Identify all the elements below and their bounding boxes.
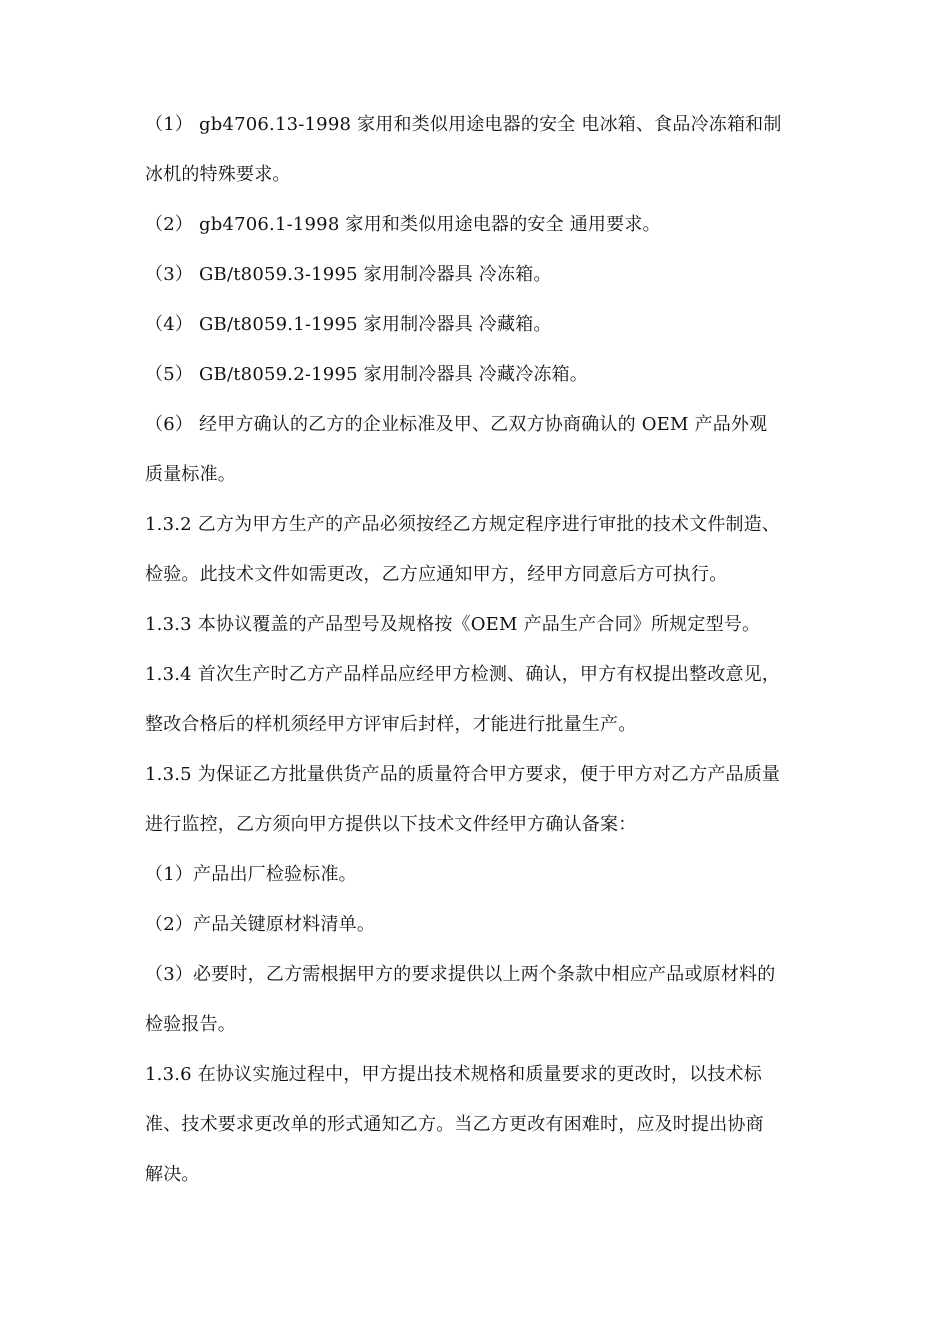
- text-line: （4） GB/t8059.1-1995 家用制冷器具 冷藏箱。: [145, 314, 552, 335]
- text-line: 检验报告。: [145, 1014, 236, 1035]
- text-line: （3） GB/t8059.3-1995 家用制冷器具 冷冻箱。: [145, 264, 552, 285]
- text-line: （2）产品关键原材料清单。: [145, 914, 376, 935]
- text-line: 质量标准。: [145, 464, 236, 485]
- text-line: 1.3.5 为保证乙方批量供货产品的质量符合甲方要求，便于甲方对乙方产品质量: [145, 764, 781, 785]
- document-body: [145, 103, 810, 1203]
- text-line: （5） GB/t8059.2-1995 家用制冷器具 冷藏冷冻箱。: [145, 364, 588, 385]
- text-line: 1.3.2 乙方为甲方生产的产品必须按经乙方规定程序进行审批的技术文件制造、: [145, 514, 781, 535]
- text-line: 检验。此技术文件如需更改，乙方应通知甲方，经甲方同意后方可执行。: [145, 564, 728, 585]
- text-line: 冰机的特殊要求。: [145, 164, 291, 185]
- text-line: 解决。: [145, 1164, 200, 1185]
- text-line: 进行监控，乙方须向甲方提供以下技术文件经甲方确认备案：: [145, 814, 637, 835]
- text-line: （2） gb4706.1-1998 家用和类似用途电器的安全 通用要求。: [145, 214, 661, 235]
- text-line: 整改合格后的样机须经甲方评审后封样，才能进行批量生产。: [145, 714, 637, 735]
- text-line: 1.3.6 在协议实施过程中，甲方提出技术规格和质量要求的更改时，以技术标: [145, 1064, 762, 1085]
- text-line: 准、技术要求更改单的形式通知乙方。当乙方更改有困难时，应及时提出协商: [145, 1114, 764, 1135]
- text-line: （3）必要时，乙方需根据甲方的要求提供以上两个条款中相应产品或原材料的: [145, 964, 776, 985]
- text-line: （1）产品出厂检验标准。: [145, 864, 357, 885]
- text-line: （6） 经甲方确认的乙方的企业标准及甲、乙双方协商确认的 OEM 产品外观: [145, 414, 768, 435]
- text-line: 1.3.3 本协议覆盖的产品型号及规格按《OEM 产品生产合同》所规定型号。: [145, 614, 761, 635]
- text-line: （1） gb4706.13-1998 家用和类似用途电器的安全 电冰箱、食品冷冻箱和制: [145, 114, 782, 135]
- text-line: 1.3.4 首次生产时乙方产品样品应经甲方检测、确认，甲方有权提出整改意见，: [145, 664, 781, 685]
